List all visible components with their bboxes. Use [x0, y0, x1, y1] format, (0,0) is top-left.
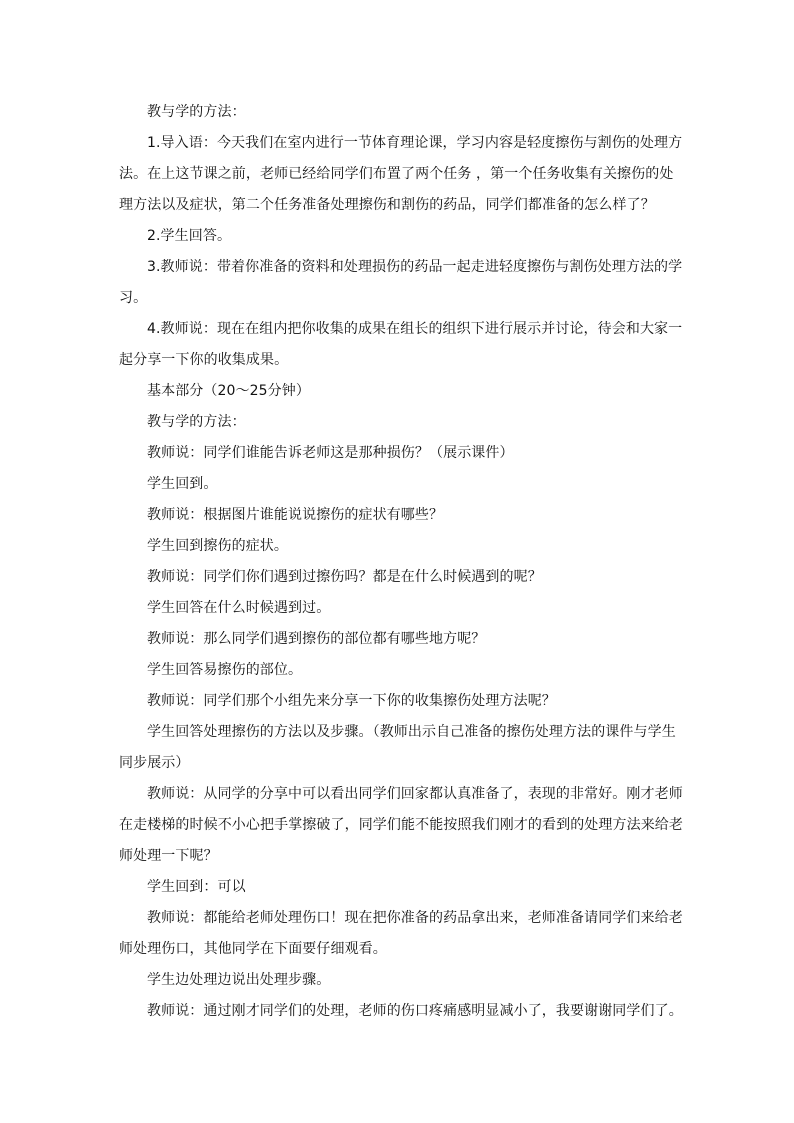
document-body — [119, 97, 685, 1027]
paragraph-student-answer: 2.学生回答。 — [147, 228, 232, 244]
paragraph-student-7: 学生边处理边说出处理步骤。 — [147, 972, 331, 988]
paragraph-teacher-1: 3.教师说：带着你准备的资料和处理损伤的药品一起走进轻度擦伤与割伤处理方法的学习。 — [119, 259, 683, 306]
paragraph-teacher-3: 教师说：同学们谁能告诉老师这是那种损伤？（展示课件） — [147, 445, 514, 461]
paragraph-teacher-9: 教师说：都能给老师处理伤口！现在把你准备的药品拿出来，老师准备请同学们来给老师处理伤口，其他同学在下面要仔细观看。 — [119, 910, 683, 957]
paragraph-intro: 1.导入语：今天我们在室内进行一节体育理论课，学习内容是轻度擦伤与割伤的处理方法。在上这节课之前，老师已经给同学们布置了两个任务 ，第一个任务收集有关擦伤的处理方法以及症状，第二个任务准备处理擦伤和割伤的药品，同学们都准备的怎么样了？ — [119, 135, 683, 213]
paragraph-student-6: 学生回到：可以 — [147, 879, 246, 895]
paragraph-student-1: 学生回到。 — [147, 476, 218, 492]
paragraph-student-3: 学生回答在什么时候遇到过。 — [147, 600, 331, 616]
paragraph-student-4: 学生回答易擦伤的部位。 — [147, 662, 303, 678]
paragraph-teacher-6: 教师说：那么同学们遇到擦伤的部位都有哪些地方呢？ — [147, 631, 486, 647]
paragraph-teacher-8: 教师说：从同学的分享中可以看出同学们回家都认真准备了，表现的非常好。刚才老师在走楼梯的时候不小心把手掌擦破了，同学们能不能按照我们刚才的看到的处理方法来给老师处理一下呢？ — [119, 786, 683, 864]
paragraph-teacher-5: 教师说：同学们你们遇到过擦伤吗？都是在什么时候遇到的呢？ — [147, 569, 542, 585]
paragraph-basic-section: 基本部分（20～25分钟） — [147, 383, 310, 399]
paragraph-student-5: 学生回答处理擦伤的方法以及步骤。（教师出示自己准备的擦伤处理方法的课件与学生同步展示） — [119, 724, 676, 771]
paragraph-teacher-7: 教师说：同学们那个小组先来分享一下你的收集擦伤处理方法呢？ — [147, 693, 556, 709]
paragraph-teacher-2: 4.教师说：现在在组内把你收集的成果在组长的组织下进行展示并讨论，待会和大家一起分享一下你的收集成果。 — [119, 321, 683, 368]
paragraph-teaching-methods-1: 教与学的方法： — [147, 104, 246, 120]
paragraph-teacher-4: 教师说：根据图片谁能说说擦伤的症状有哪些？ — [147, 507, 444, 523]
paragraph-student-2: 学生回到擦伤的症状。 — [147, 538, 288, 554]
paragraph-teacher-10: 教师说：通过刚才同学们的处理，老师的伤口疼痛感明显减小了，我要谢谢同学们了。 — [147, 1003, 683, 1019]
paragraph-teaching-methods-2: 教与学的方法： — [147, 414, 246, 430]
